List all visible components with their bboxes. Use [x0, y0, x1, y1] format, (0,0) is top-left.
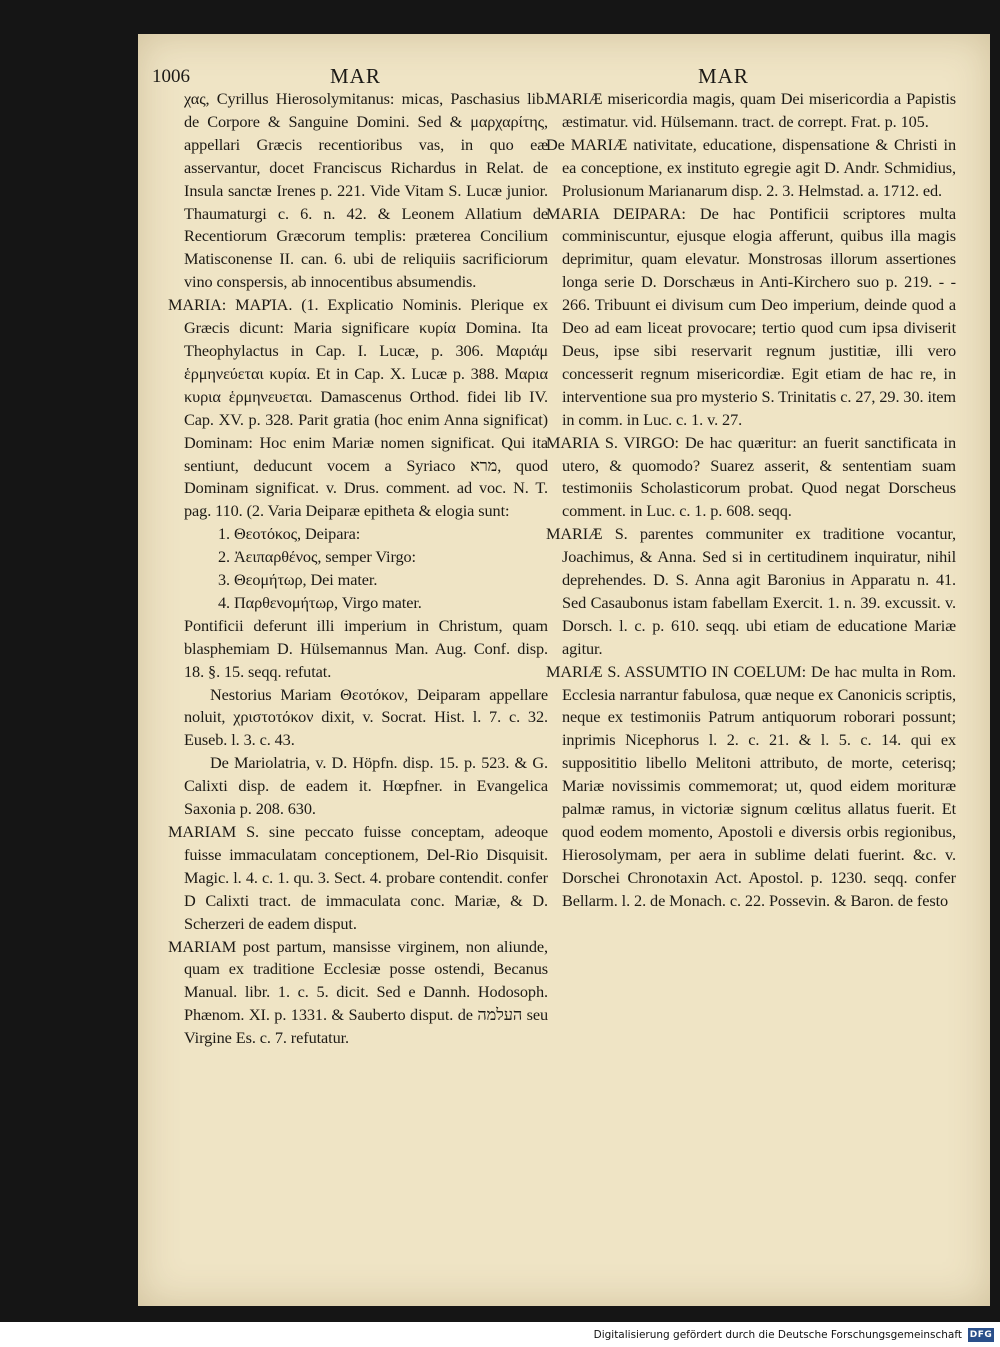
- paragraph-continuation: χας, Cyrillus Hierosolymitanus: micas, Paschasius lib. de Corpore & Sanguine Domini. Sed & μαρχαρίτης, appellari Græcis recentioribus vas, in quo eæ asservantur, docet Franciscus Richardus in Relat. de Insula sanctæ Irenes p. 221. Vide Vitam S. Lucæ junior. Thaumaturgi c. 6. n. 42. & Leonem Allatium de Recentiorum Græcorum templis: præterea Concilium Matisconense II. can. 6. ubi de reliquiis sacrificiorum vino conspersis, ab innocentibus absumendis.: [184, 89, 548, 292]
- entry-maria-s-virgo: MARIA S. VIRGO: De hac quæritur: an fuerit sanctificata in utero, & quomodo? Suarez asserit, & sententiam suam testimoniis Scholasticorum probat. Quod negat Dorscheus comment. in Luc. c. 1. p. 608. seqq.: [546, 432, 956, 521]
- epithet-item: 4. Παρθενομήτωρ, Virgo mater.: [218, 592, 422, 612]
- page-header: [138, 64, 990, 90]
- entry-mariae-parentes: MARIÆ S. parentes communiter ex traditione vocantur, Joachimus, & Anna. Sed si in certitudinem inquiratur, nihil deprehendes. D. S. Anna agit Baronius in Apparatu n. 41. Sed Casaubonus istam fabellam Exercit. 1. n. 39. excussit. v. Dorsch. l. c. p. 610. seqq. ubi etiam de educatione Mariæ agitur.: [546, 524, 956, 658]
- running-head-left: MAR: [330, 64, 381, 88]
- paragraph-pontificii: Pontificii deferunt illi imperium in Christum, quam blasphemiam D. Hülsemannus Man. Aug. Conf. disp. 18. §. 15. seqq. refutat.: [184, 615, 548, 681]
- left-column: [168, 88, 548, 1050]
- digitization-footer: [594, 1326, 994, 1344]
- entry-mariae-assumtio: MARIÆ S. ASSUMTIO IN COELUM: De hac multa in Rom. Ecclesia narrantur fabulosa, quæ neque ex Canonicis scriptis, neque ex testimoniis Patrum antiquorum roborari possunt; inprimis Nicephorus l. 2. c. 21. & l. 5. c. 14. qui ex supposititio libello Melitoni attributo, de morte, ceterisq; Mariæ novissimis commemorat; ut, quod eidem morituræ palmæ ramus, in victoriæ signum cœlitus allatus fuerit. Et quod eodem momento, Apostoli e diversis orbis regionibus, Hierosolymam, per aera in sublime delati fuerint. &c. v. Dorschei Chronotaxin Act. Apostol. p. 1230. seqq. confer Bellarm. l. 2. de Monach. c. 22. Possevin. & Baron. de festo: [546, 661, 956, 910]
- book-page: [138, 34, 990, 1306]
- right-column: [546, 88, 956, 913]
- entry-maria: MARIA: ΜΑΡΊΑ. (1. Explicatio Nominis. Plerique ex Græcis dicunt: Maria significare κυρία Domina. Ita Theophylactus in Cap. I. Lucæ, p. 306. Μαριάμ ἑρμηνεύεται κυρία. Et in Cap. X. Lucæ p. 388. Μαρια κυρια ἑρμηνευεται. Damascenus Orthod. fidei lib IV. Cap. XV. p. 328. Parit gratia (hoc enim Anna significat) Dominam: Hoc enim Mariæ nomen significat. Qui ita sentiunt, deducunt vocem a Syriaco מרא, quod Dominam significat. v. Drus. comment. ad voc. N. T. pag. 110. (2. Varia Deiparæ epitheta & elogia sunt:: [168, 295, 548, 521]
- entry-mariam-post-partum: MARIAM post partum, mansisse virginem, non aliunde, quam ex traditione Ecclesiæ posse ostendi, Becanus Manual. libr. 1. c. 5. dicit. Sed e Dannh. Hodosoph. Phænom. XI. p. 1331. & Sauberto disput. de העלמה seu Virgine Es. c. 7. refutatur.: [168, 936, 548, 1048]
- running-head-right: MAR: [698, 64, 749, 88]
- epithet-item: 1. Θεοτόκος, Deipara:: [218, 524, 361, 544]
- epithet-item: 2. Ἀειπαρθένος, semper Virgo:: [218, 547, 416, 567]
- entry-mariae-nativitate: De MARIÆ nativitate, educatione, dispensatione & Christi in ea conceptione, ex instituto egregie agit D. Andr. Schmidius, Prolusionum Marianarum disp. 2. 3. Helmstad. a. 1712. ed.: [546, 134, 956, 200]
- footer-credit: Digitalisierung gefördert durch die Deutsche Forschungsgemeinschaft: [593, 1329, 962, 1341]
- entry-maria-deipara: MARIA DEIPARA: De hac Pontificii scriptores multa comminiscuntur, ejusque elogia afferunt, quibus illa magis deprimitur, quam elevatur. Monstrosas illorum assertiones longa serie D. Dorschæus in Anti-Kirchero suo p. 219. - - 266. Tribuunt ei divisum cum Deo imperium, deinde quod a Deo ad eam liceat provocare; tertio quod cum ipsa diviserit Deus, ipse sibi reservarit regnum justitiæ, illi vero concesserit regnum misericordiæ. Egit etiam de hac re, in interventione sua pro mysterio S. Trinitatis c. 27, 29. 30. item in comm. in Luc. c. 1. v. 27.: [546, 203, 956, 429]
- dfg-logo-icon: DFG: [969, 1330, 993, 1340]
- page-number: 1006: [152, 66, 190, 87]
- entry-mariam-sine-peccato: MARIAM S. sine peccato fuisse conceptam, adeoque fuisse immaculatam conceptionem, Del-Rio Disquisit. Magic. l. 4. c. 1. qu. 3. Sect. 4. probare contendit. confer D Calixti tract. de immaculata conc. Mariæ, & D. Scherzeri de eadem disput.: [168, 822, 548, 933]
- paragraph-nestorius: Nestorius Mariam Θεοτόκον, Deiparam appellare noluit, χριστοτόκον dixit, v. Socrat. Hist. l. 7. c. 32. Euseb. l. 3. c. 43.: [184, 684, 548, 750]
- entry-mariae-misericordia: MARIÆ misericordia magis, quam Dei misericordia a Papistis æstimatur. vid. Hülsemann. tract. de corrept. Frat. p. 105.: [546, 89, 956, 131]
- paragraph-mariolatria: De Mariolatria, v. D. Höpfn. disp. 15. p. 523. & G. Calixti disp. de eadem it. Hœpfner. in Evangelica Saxonia p. 208. 630.: [184, 753, 548, 819]
- epithet-item: 3. Θεομήτωρ, Dei mater.: [218, 570, 378, 590]
